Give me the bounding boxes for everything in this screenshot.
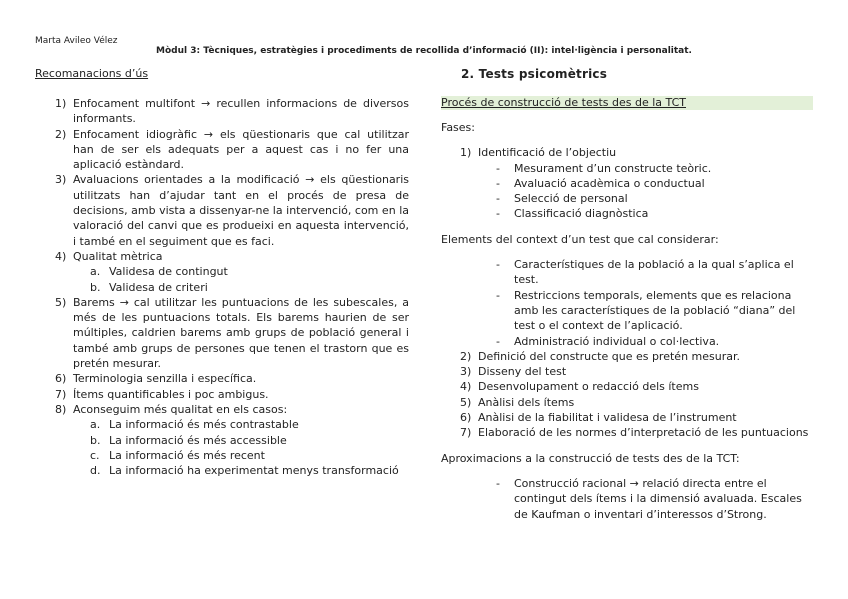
list-item — [35, 402, 409, 478]
dash-item: - Característiques de la població a la qual s’aplica el test. — [496, 258, 794, 287]
dash-text: Selecció de personal — [514, 192, 628, 206]
item-number: 4) — [55, 249, 67, 263]
dash-text: Característiques de la població a la qual s’aplica el test. — [514, 258, 794, 287]
dash-item: - Classificació diagnòstica — [496, 207, 649, 221]
list-item — [35, 295, 409, 371]
sub-item-text: La informació ha experimentat menys transformació — [109, 464, 399, 478]
step-number: 3) — [460, 365, 472, 379]
step-text: Definició del constructe que es pretén mesurar. — [478, 349, 740, 363]
list-item — [35, 96, 409, 127]
list-item — [35, 387, 409, 402]
sub-item-letter: b. — [90, 433, 101, 447]
step-item — [441, 410, 813, 425]
step-number: 5) — [460, 395, 472, 409]
sub-item-text: Validesa de criteri — [109, 280, 208, 294]
sub-item-letter: c. — [90, 448, 100, 462]
sub-item — [73, 417, 409, 432]
item-number: 5) — [55, 295, 67, 309]
item-text: Barems → cal utilitzar les puntuacions de les subescales, a més de les puntuacions totals. Els barems haurien de ser múltiples, caldrien barems amb grups de població general i també amb grups de persones que tenen el trastorn que es pretén mesurar. — [73, 295, 409, 371]
item-text: Terminologia senzilla i específica. — [73, 372, 257, 386]
step-text: Identificació de l’objectiu — [478, 146, 617, 160]
left-column — [35, 66, 409, 478]
list-item — [35, 371, 409, 386]
sub-item — [73, 433, 409, 448]
step-item — [441, 349, 813, 364]
dash-item: - Restriccions temporals, elements que es relaciona amb les característiques de la població “diana” del test o el context de l’aplicació. — [496, 288, 796, 333]
dash-item: - Avaluació acadèmica o conductual — [496, 176, 705, 190]
sub-item-letter: a. — [90, 265, 101, 279]
dash-text: Construcció racional → relació directa entre el contingut dels ítems i la dimensió avaluada. Escales de Kaufman o inventari d’interessos d’Strong. — [514, 476, 802, 521]
dash-item: - Construcció racional → relació directa entre el contingut dels ítems i la dimensió avaluada. Escales de Kaufman o inventari d’interessos d’Strong. — [496, 476, 802, 521]
list-item — [35, 172, 409, 248]
section-heading-psychometric-tests: 2. Tests psicomètrics — [461, 67, 608, 81]
step-number: 6) — [460, 411, 472, 425]
phases-label: Fases: — [441, 121, 475, 134]
item-number: 3) — [55, 173, 67, 187]
list-item — [35, 249, 409, 295]
approximations-label: Aproximacions a la construcció de tests des de la TCT: — [441, 451, 740, 465]
list-item — [35, 127, 409, 173]
item-number: 1) — [55, 97, 67, 110]
sub-item — [73, 280, 409, 295]
sub-item-letter: b. — [90, 280, 101, 294]
item-number: 6) — [55, 372, 67, 386]
sub-item-text: Validesa de contingut — [109, 265, 228, 279]
right-column — [441, 66, 813, 522]
step-item — [441, 425, 813, 440]
sub-item-text: La informació és més accessible — [109, 433, 287, 447]
dash-text: Administració individual o col·lectiva. — [514, 334, 720, 348]
dash-text: Classificació diagnòstica — [514, 207, 649, 221]
step-item — [441, 379, 813, 394]
item-number: 8) — [55, 402, 67, 416]
step-number: 7) — [460, 426, 472, 440]
recommendations-list — [35, 96, 409, 478]
item-text: Ítems quantificables i poc ambigus. — [73, 387, 269, 401]
step-item — [441, 364, 813, 379]
step-text: Anàlisi de la fiabilitat i validesa de l’instrument — [478, 411, 737, 425]
sub-item — [73, 463, 409, 478]
sub-item-text: La informació és més recent — [109, 448, 265, 462]
dash-item: - Selecció de personal — [496, 192, 628, 206]
sub-item-letter: a. — [90, 418, 101, 432]
sub-item-text: La informació és més contrastable — [109, 418, 299, 432]
step-text: Desenvolupament o redacció dels ítems — [478, 380, 699, 394]
step-item — [441, 395, 813, 410]
step-number: 2) — [460, 349, 472, 363]
section-heading-recommendations: Recomanacions d’ús — [35, 67, 149, 80]
item-text: Avaluacions orientades a la modificació → els qüestionaris utilitzats han d’ajudar tant en el procés de presa de decisions, amb vista a dissenyar-ne la intervenció, com en la valoració del canvi que es produeixi en aquesta intervenció, i també en el seguiment que es faci. — [73, 173, 409, 248]
item-text: Enfocament multifont → recullen informacions de diversos informants. — [73, 97, 409, 126]
step-text: Disseny del test — [478, 365, 567, 379]
step-number: 1) — [460, 146, 472, 160]
document-title: Mòdul 3: Tècniques, estratègies i procediments de recollida d’informació (II): intel·ligència i personalitat. — [156, 46, 692, 56]
context-label: Elements del context d’un test que cal considerar: — [441, 232, 719, 246]
dash-item: - Mesurament d’un constructe teòric. — [496, 161, 712, 175]
step-item — [441, 145, 813, 160]
item-number: 2) — [55, 127, 67, 141]
sub-item-letter: d. — [90, 464, 101, 478]
dash-text: Restriccions temporals, elements que es relaciona amb les característiques de la població “diana” del test o el context de l’aplicació. — [514, 288, 796, 333]
author-name: Marta Avileo Vélez — [35, 36, 118, 46]
dash-text: Mesurament d’un constructe teòric. — [514, 161, 712, 175]
item-text: Aconseguim més qualitat en els casos: — [73, 402, 288, 416]
item-text: Enfocament idiogràfic → els qüestionaris que cal utilitzar han de ser els adequats per a aquest cas i no fer una aplicació estàndard. — [73, 127, 409, 172]
highlighted-subheading: Procés de construcció de tests des de la TCT — [441, 96, 813, 110]
sub-item — [73, 264, 409, 279]
dash-text: Avaluació acadèmica o conductual — [514, 176, 705, 190]
item-text: Qualitat mètrica — [73, 249, 163, 263]
step-text: Anàlisi dels ítems — [478, 395, 575, 409]
step-text: Elaboració de les normes d’interpretació de les puntuacions — [478, 426, 809, 440]
item-number: 7) — [55, 387, 67, 401]
step-number: 4) — [460, 380, 472, 394]
dash-item: - Administració individual o col·lectiva. — [496, 334, 720, 348]
sub-item — [73, 448, 409, 463]
